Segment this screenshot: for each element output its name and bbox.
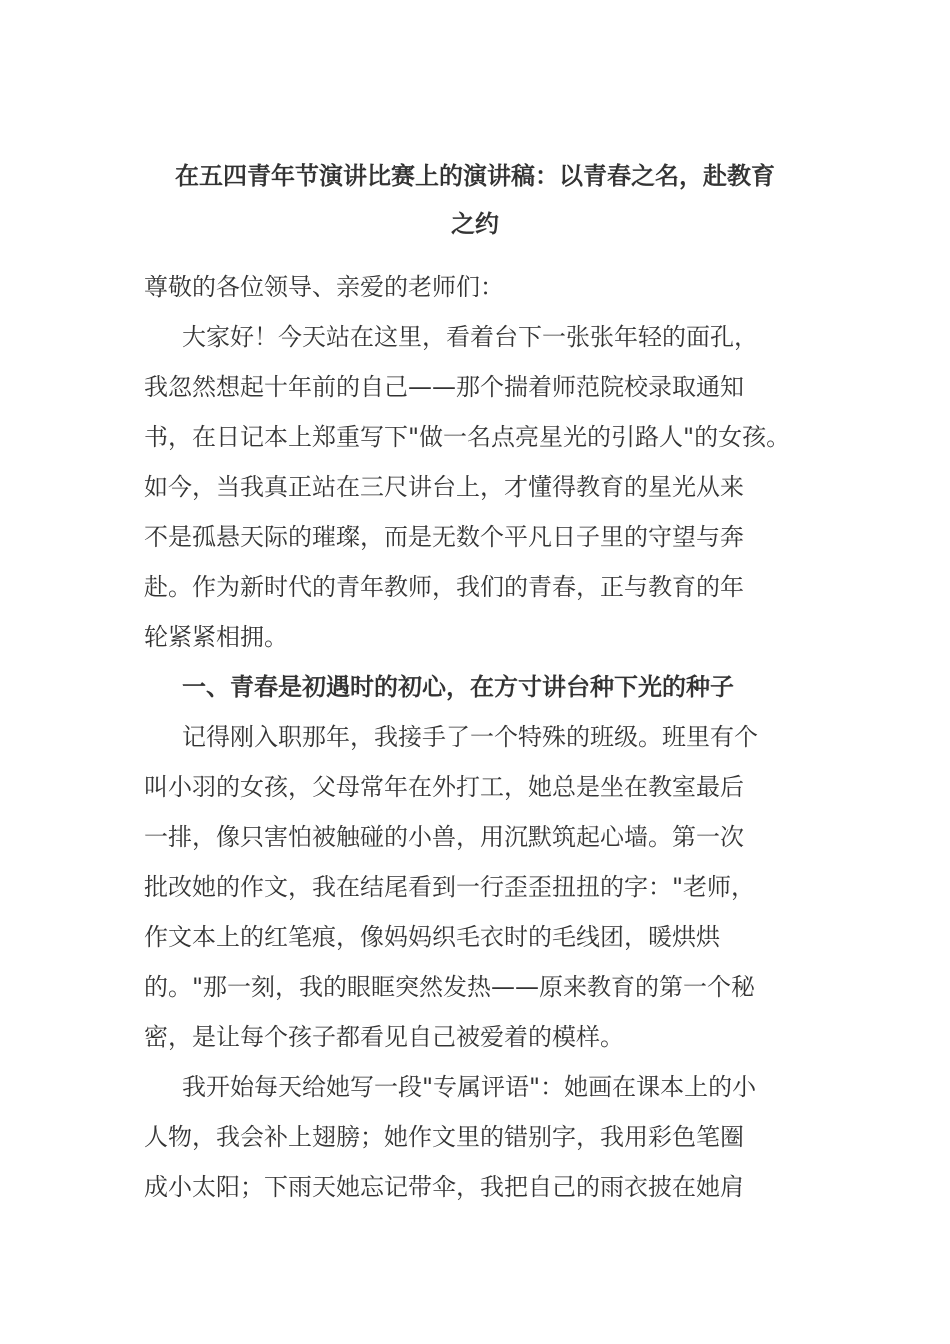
document-title <box>144 152 806 248</box>
paragraph-line: 如今，当我真正站在三尺讲台上，才懂得教育的星光从来 <box>144 473 744 501</box>
paragraph-line: 的。"那一刻，我的眼眶突然发热——原来教育的第一个秘 <box>144 973 756 1001</box>
paragraph-line: 人物，我会补上翅膀；她作文里的错别字，我用彩色笔圈 <box>144 1123 744 1151</box>
paragraph-3 <box>144 1062 844 1212</box>
paragraph-line: 记得刚入职那年，我接手了一个特殊的班级。班里有个 <box>182 723 758 751</box>
paragraph-line: 赴。作为新时代的青年教师，我们的青春，正与教育的年 <box>144 573 744 601</box>
paragraph-line: 我开始每天给她写一段"专属评语"：她画在课本上的小 <box>182 1073 757 1101</box>
paragraph-line: 轮紧紧相拥。 <box>144 623 288 651</box>
paragraph-line: 叫小羽的女孩，父母常年在外打工，她总是坐在教室最后 <box>144 773 744 801</box>
paragraph-line: 密，是让每个孩子都看见自己被爱着的模样。 <box>144 1023 624 1051</box>
title-line: 在五四青年节演讲比赛上的演讲稿：以青春之名，赴教育 <box>175 162 775 190</box>
paragraph-line: 书，在日记本上郑重写下"做一名点亮星光的引路人"的女孩。 <box>144 423 791 451</box>
paragraph-line: 我忽然想起十年前的自己——那个揣着师范院校录取通知 <box>144 373 744 401</box>
section-heading: 一、青春是初遇时的初心，在方寸讲台种下光的种子 <box>182 673 734 701</box>
paragraph-line: 作文本上的红笔痕，像妈妈织毛衣时的毛线团，暖烘烘 <box>144 923 720 951</box>
paragraph-1 <box>144 312 844 662</box>
paragraph-line: 批改她的作文，我在结尾看到一行歪歪扭扭的字："老师， <box>144 873 756 901</box>
paragraph-line: 大家好！今天站在这里，看着台下一张张年轻的面孔， <box>182 323 758 351</box>
document-body <box>144 262 844 1212</box>
salutation: 尊敬的各位领导、亲爱的老师们： <box>144 273 504 301</box>
paragraph-line: 成小太阳；下雨天她忘记带伞，我把自己的雨衣披在她肩 <box>144 1173 744 1201</box>
paragraph-2 <box>144 712 844 1062</box>
paragraph-line: 一排，像只害怕被触碰的小兽，用沉默筑起心墙。第一次 <box>144 823 744 851</box>
paragraph-line: 不是孤悬天际的璀璨，而是无数个平凡日子里的守望与奔 <box>144 523 744 551</box>
title-line: 之约 <box>451 210 499 238</box>
